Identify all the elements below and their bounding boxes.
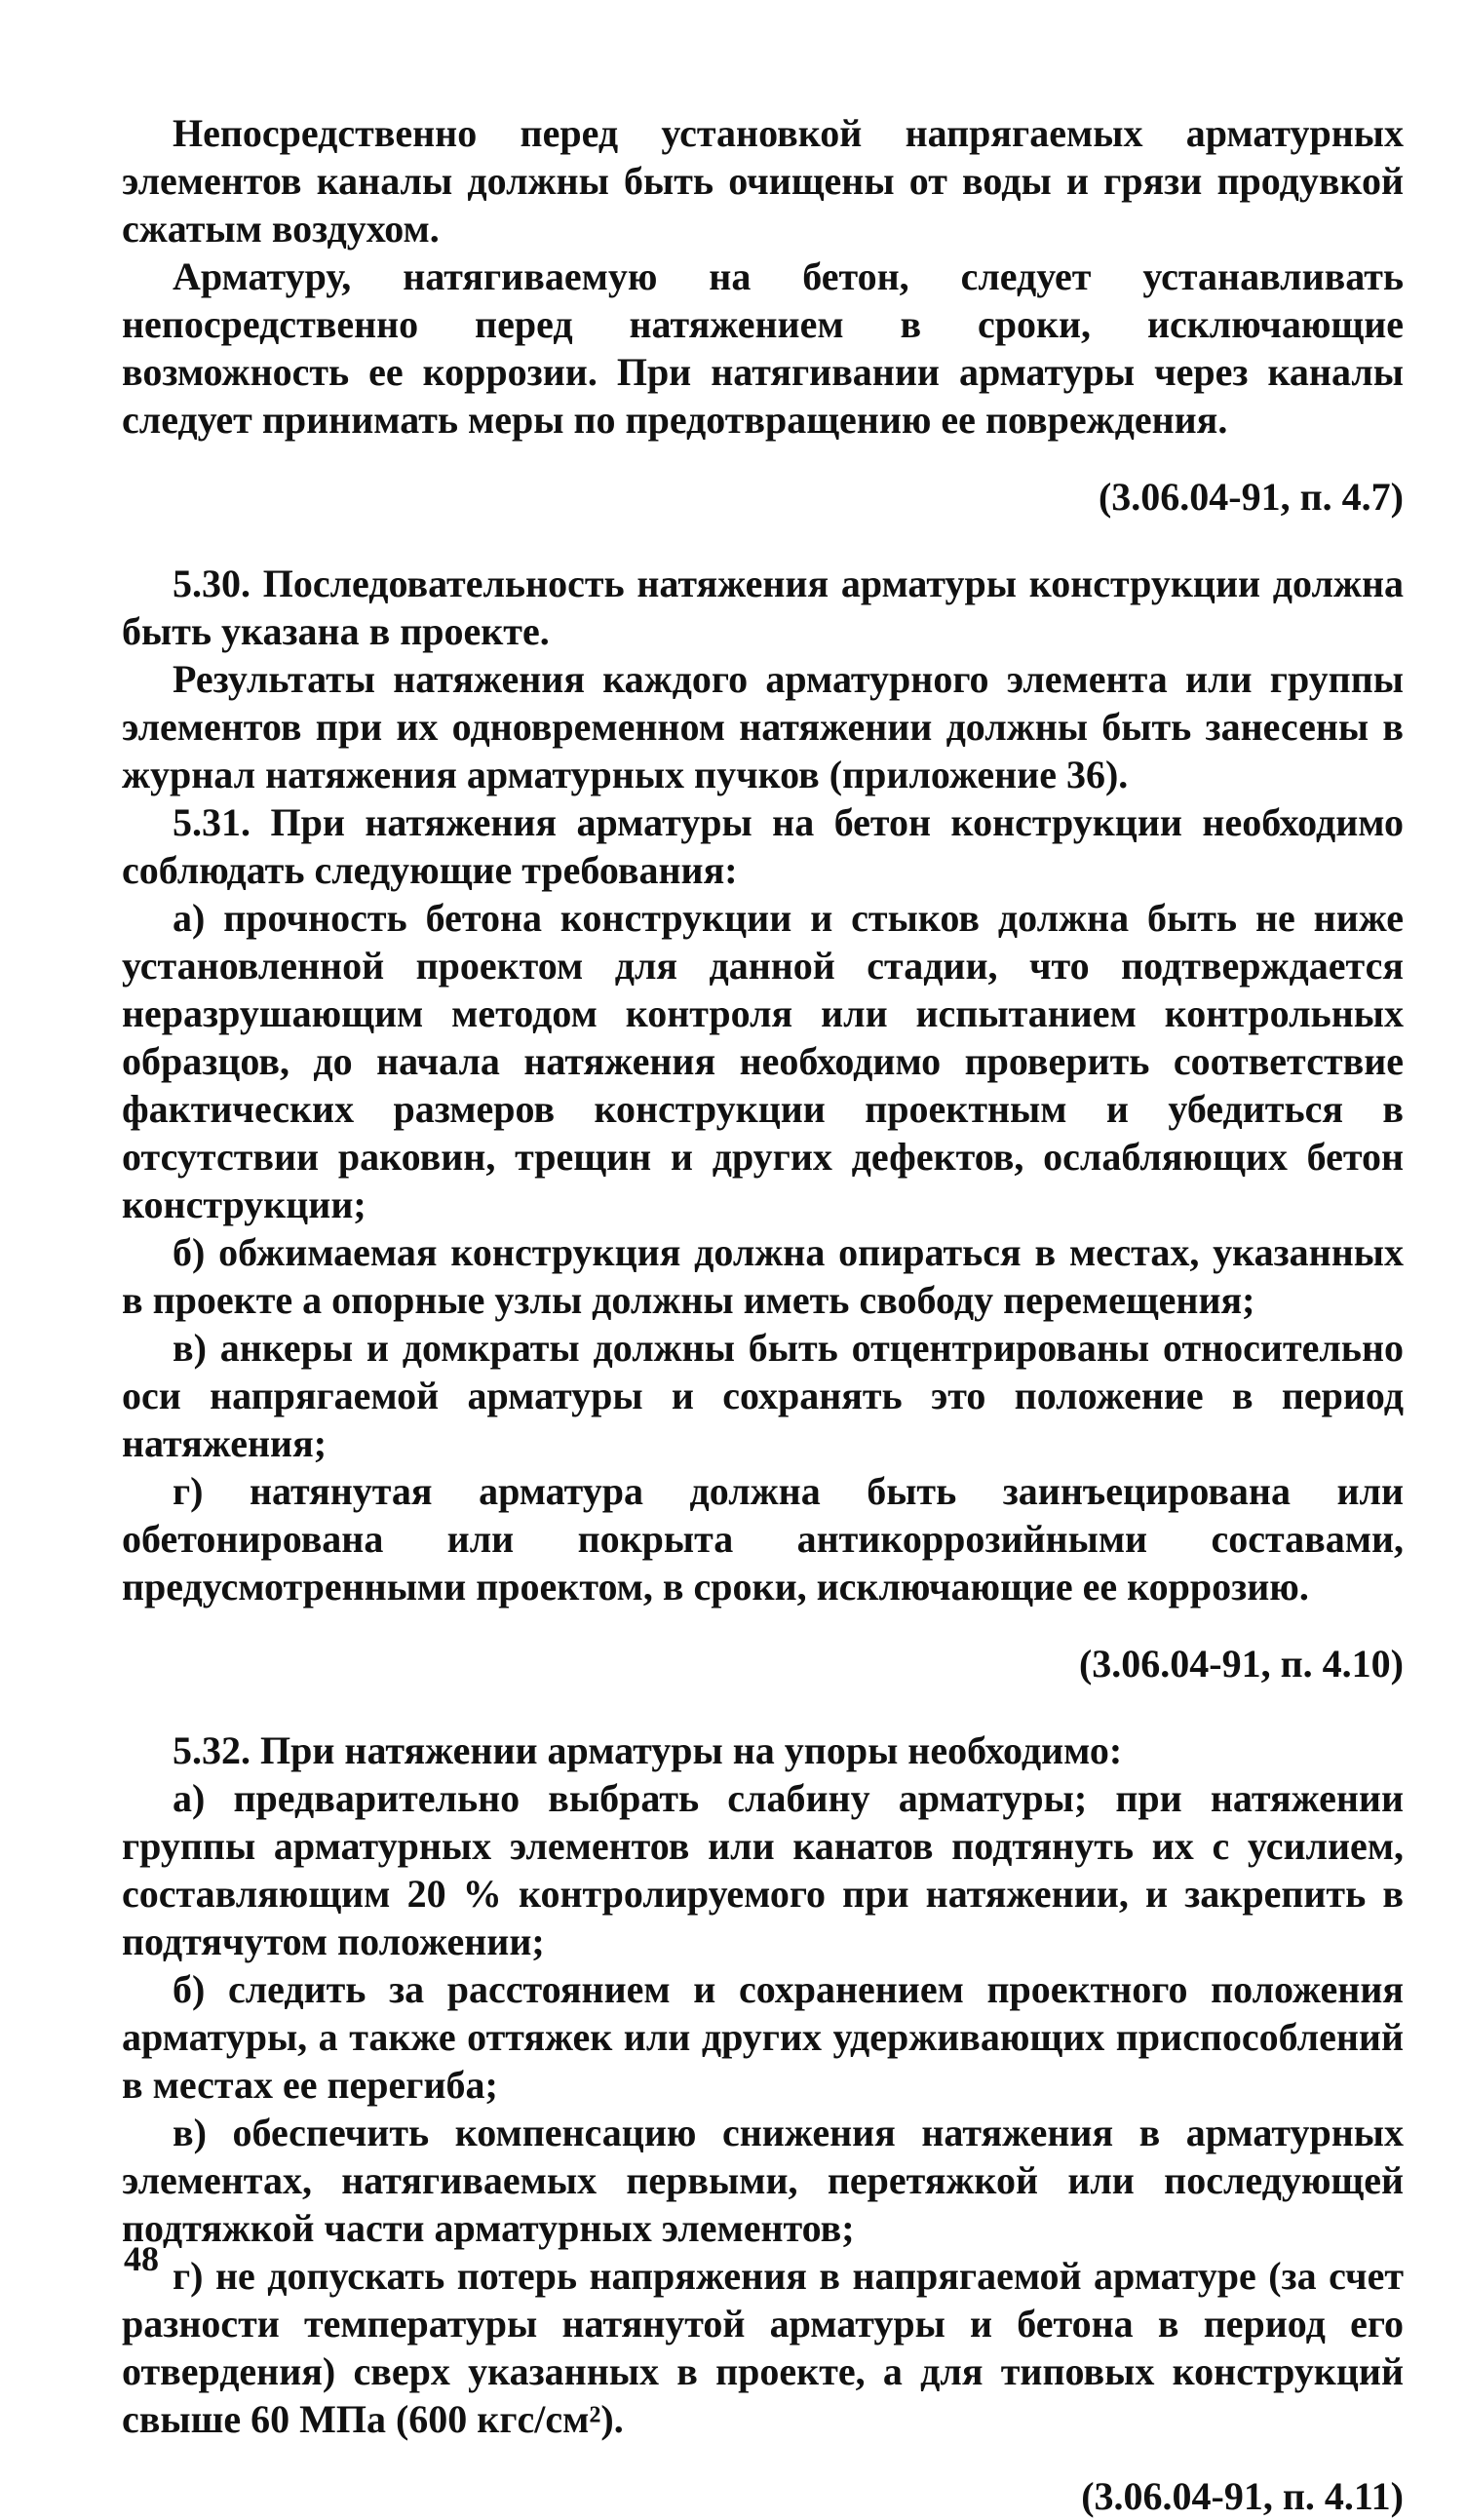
paragraph-channel-cleaning: Непосредственно перед установкой напрягаемых арматурных элементов каналы должны быть очищены от воды и грязи продувкой сжатым воздухом.: [122, 111, 1404, 251]
item-5-31-g: г) натянутая арматура должна быть заинъецирована или обетонирована или покрыта антикоррозийными составами, предусмотренными проектом, в сроки, исключающие ее коррозию.: [122, 1469, 1404, 1609]
paragraph-5-30: 5.30. Последовательность натяжения арматуры конструкции должна быть указана в проекте.: [122, 562, 1404, 653]
paragraph-tension-results: Результаты натяжения каждого арматурного элемента или группы элементов при их одновременном натяжении должны быть занесены в журнал натяжения арматурных пучков (приложение 36).: [122, 657, 1404, 796]
paragraph-5-32: 5.32. При натяжении арматуры на упоры необходимо:: [173, 1728, 1123, 1772]
item-5-31-v: в) анкеры и домкраты должны быть отцентрированы относительно оси напрягаемой арматуры и сохранять это положение в период натяжения;: [122, 1326, 1404, 1465]
page-number: 48: [124, 2239, 159, 2278]
document-page: [122, 109, 1404, 2520]
item-5-32-b: б) следить за расстоянием и сохранением проектного положения арматуры, а также оттяжек или других удерживающих приспособлений в местах ее перегиба;: [122, 1967, 1404, 2107]
paragraph-5-31: 5.31. При натяжения арматуры на бетон конструкции необходимо соблюдать следующие требования:: [122, 800, 1404, 892]
paragraph-reinforcement-installation: Арматуру, натягиваемую на бетон, следует устанавливать непосредственно перед натяжением в сроки, исключающие возможность ее коррозии. При натягивании арматуры через каналы следует принимать меры по предотвращению ее повреждения.: [122, 254, 1404, 442]
item-5-31-a: а) прочность бетона конструкции и стыков должна быть не ниже установленной проектом для данной стадии, что подтверждается неразрушающим методом контроля или испытанием контрольных образцов, до начала натяжения необходимо проверить соответствие фактических размеров конструкции проектным и убедиться в отсутствии раковин, трещин и других дефектов, ослабляющих бетон конструкции;: [122, 896, 1404, 1226]
reference-4-10: (3.06.04-91, п. 4.10): [1078, 1642, 1404, 1686]
item-5-32-g: г) не допускать потерь напряжения в напрягаемой арматуре (за счет разности температуры натянутой арматуры и бетона в период его отвердения) сверх указанных в проекте, а для типовых конструкций свыше 60 МПа (600 кгс/см²).: [122, 2254, 1404, 2441]
item-5-32-v: в) обеспечить компенсацию снижения натяжения в арматурных элементах, натягиваемых первыми, перетяжкой или последующей подтяжкой части арматурных элементов;: [122, 2111, 1404, 2250]
item-5-32-a: а) предварительно выбрать слабину арматуры; при натяжении группы арматурных элементов или канатов подтянуть их с усилием, составляющим 20 % контролируемого при натяжении, и закрепить в подтячутом положении;: [122, 1776, 1404, 1963]
item-5-31-b: б) обжимаемая конструкция должна опираться в местах, указанных в проекте а опорные узлы должны иметь свободу перемещения;: [122, 1230, 1404, 1322]
reference-4-7: (3.06.04-91, п. 4.7): [1098, 475, 1404, 519]
reference-4-11: (3.06.04-91, п. 4.11): [1081, 2474, 1404, 2518]
